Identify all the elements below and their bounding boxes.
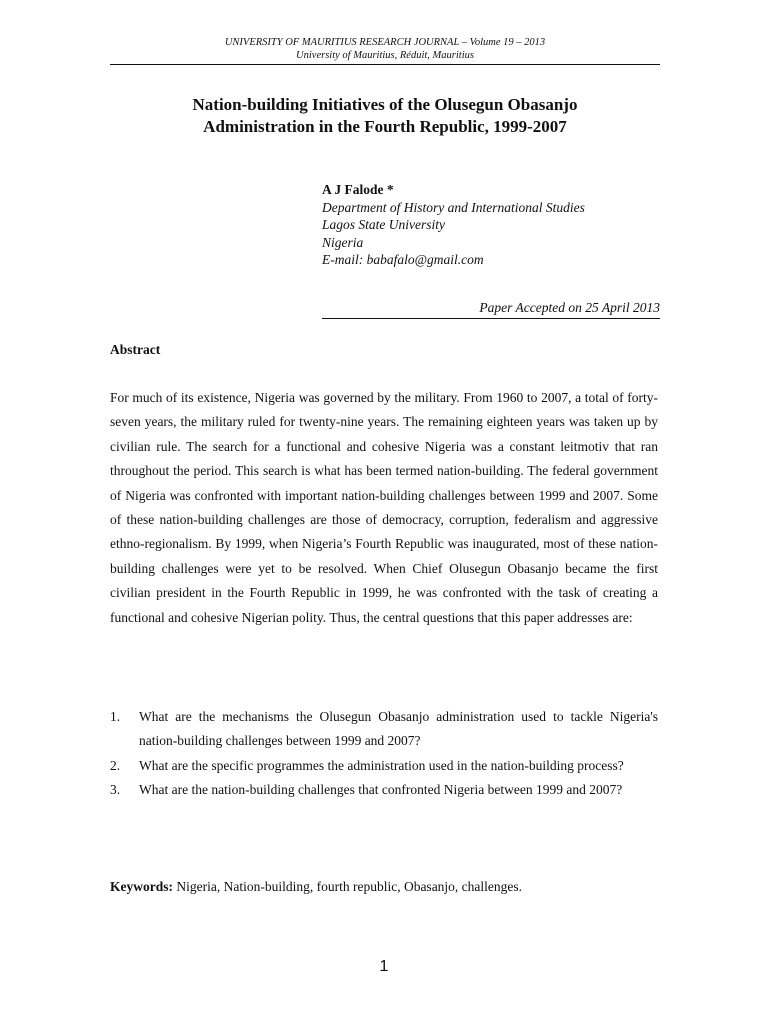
author-department: Department of History and International Studies — [322, 199, 585, 215]
question-text: What are the specific programmes the administration used in the nation-building process? — [139, 757, 624, 773]
question-item — [110, 705, 658, 754]
running-header — [110, 36, 660, 62]
page-number: 1 — [379, 958, 389, 975]
institution-line: University of Mauritius, Réduit, Mauritius — [296, 50, 474, 61]
accepted-date: Paper Accepted on 25 April 2013 — [479, 300, 660, 315]
question-number: 3. — [110, 782, 121, 798]
accepted-divider — [322, 318, 660, 319]
author-email: E-mail: babafalo@gmail.com — [322, 252, 484, 267]
question-text: What are the nation-building challenges that confronted Nigeria between 1999 and 2007? — [139, 782, 623, 798]
author-block — [322, 181, 585, 269]
keywords-label: Keywords: — [110, 879, 173, 894]
header-divider — [110, 64, 660, 65]
title-line-2: Administration in the Fourth Republic, 1999-2007 — [203, 117, 567, 136]
abstract-heading: Abstract — [110, 342, 161, 357]
author-name: A J Falode * — [322, 182, 394, 197]
title-line-1: Nation-building Initiatives of the Olusegun Obasanjo — [192, 95, 578, 114]
journal-line: UNIVERSITY OF MAURITIUS RESEARCH JOURNAL – Volume 19 – 2013 — [224, 37, 546, 48]
keywords-text: Nigeria, Nation-building, fourth republic, Obasanjo, challenges. — [176, 879, 523, 894]
keywords — [110, 878, 522, 896]
question-number: 2. — [110, 757, 121, 773]
question-item — [110, 778, 658, 802]
question-item — [110, 754, 658, 778]
paper-title — [110, 94, 660, 138]
abstract-body: For much of its existence, Nigeria was governed by the military. From 1960 to 2007, a total of forty-seven years, the military ruled for twenty-nine years. The remaining eighteen years was taken up by civilian rule. The search for a functional and cohesive Nigeria was a constant leitmotiv that ran throughout the period. This search is what has been termed nation-building. The federal government of Nigeria was confronted with important nation-building challenges between 1999 and 2007. Some of these nation-building challenges are those of democracy, corruption, federalism and aggressive ethno-regionalism. By 1999, when Nigeria’s Fourth Republic was inaugurated, most of these nation-building challenges were yet to be resolved. When Chief Olusegun Obasanjo became the first civilian president in the Fourth Republic in 1999, he was confronted with the task of creating a functional and cohesive Nigerian polity. Thus, the central questions that this paper addresses are: — [110, 390, 658, 625]
author-country: Nigeria — [322, 234, 364, 250]
question-number: 1. — [110, 709, 121, 724]
author-university: Lagos State University — [322, 217, 445, 232]
question-text: What are the mechanisms the Olusegun Obasanjo administration used to tackle Nigeria's nation-building challenges between 1999 and 2007? — [139, 709, 658, 749]
research-questions — [110, 705, 658, 803]
